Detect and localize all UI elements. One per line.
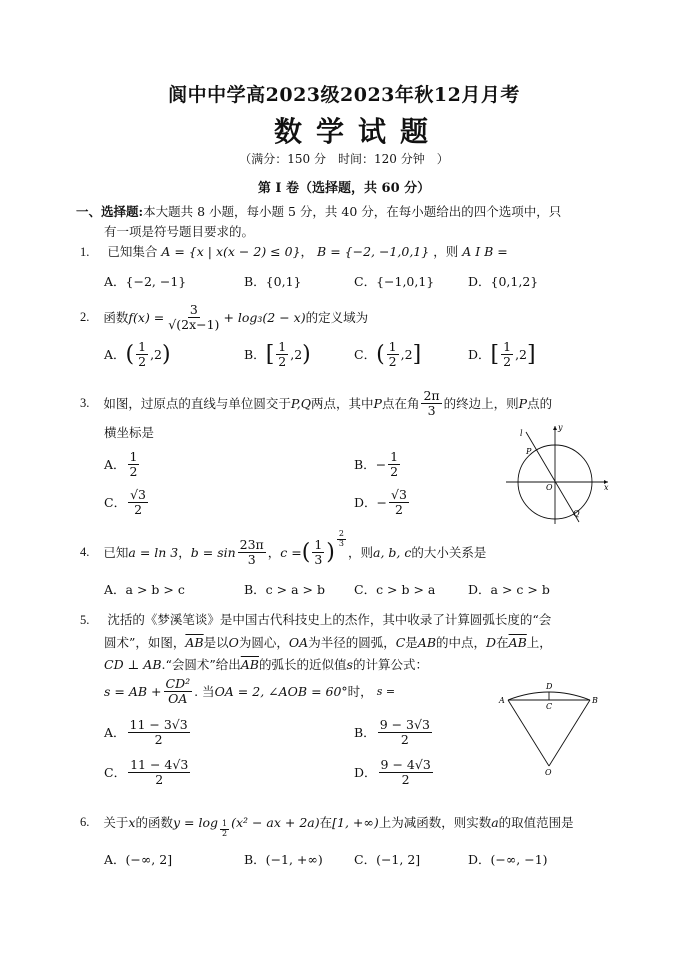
label-C: C [546, 702, 553, 711]
q3-d-num: √3 [391, 487, 407, 502]
q5-perp: CD ⊥ AB [104, 657, 162, 672]
q5-formula-c: 时， [347, 684, 373, 700]
q5-c: C [395, 635, 406, 650]
q3-option-a[interactable] [104, 450, 141, 479]
q3-option-d-label: D． [354, 495, 377, 511]
q5-c-den: 2 [155, 771, 164, 787]
q3-b-sign: − [375, 456, 387, 472]
radius-OA [508, 700, 549, 766]
q2-option-d-label: D． [468, 347, 491, 363]
q3-p2: P [518, 395, 528, 411]
q5-line2e: 是 [405, 635, 418, 650]
q3-option-a-label: A． [104, 457, 126, 473]
q6-option-c[interactable]: C．(−1, 2] [354, 852, 421, 867]
q2-a-tail: ,2 [150, 346, 163, 362]
q6-interval: [1, +∞) [332, 814, 379, 830]
q3-b-num: 1 [390, 449, 399, 464]
q5-option-c[interactable] [104, 758, 192, 787]
q5-line2b: 是以 [203, 635, 229, 650]
q6-option-a[interactable]: A．(−∞, 2] [104, 852, 173, 867]
exam-subtitle: 数学试题 [273, 115, 442, 148]
q2-number: 2. [80, 309, 90, 324]
q5-option-c-label: C． [104, 765, 127, 781]
q6-text-b: 的函数 [135, 815, 173, 831]
q2-text-a: 函数 [103, 310, 129, 326]
q1-text-a: 已知集合 [107, 244, 158, 259]
q2-option-c[interactable]: C． ( $\frac{1}{2}$ ,2 ] [354, 339, 422, 369]
q4-text-c: 的大小关系是 [411, 545, 487, 561]
q5-arc2: $\overline{AB}$ [508, 635, 527, 650]
q6-text-e: 的取值范围是 [498, 815, 574, 831]
q3-a-den: 2 [129, 463, 138, 479]
q1-stem: 1. 已知集合 A = {x | x(x − 2) ≤ 0}， B = {−2, −1,0,1} ，则 A I B = [80, 244, 508, 259]
q5-option-b[interactable] [354, 718, 434, 747]
section-instruction-line2: 有一项是符号题目要求的。 [104, 224, 255, 239]
q3-d-sign: − [376, 494, 388, 510]
q1-set-a: A = {x | x(x − 2) ≤ 0} [161, 244, 301, 259]
q4-option-a[interactable]: A．a > b > c [104, 582, 185, 597]
q4-c-exp-den: 3 [338, 538, 344, 548]
q6-text-c: 在 [319, 815, 333, 831]
q5-b-den: 2 [400, 731, 409, 747]
q3-unit-circle-figure [500, 420, 615, 528]
q5-s: s [346, 657, 353, 672]
q5-line2c: 为圆心， [238, 635, 289, 650]
y-axis-arrow [553, 426, 557, 430]
q1-option-b[interactable]: B．{0,1} [244, 274, 302, 289]
q6-text-d: 上为减函数，则实数 [378, 815, 492, 831]
q3-line2: 横坐标是 [104, 425, 155, 440]
label-D: D [546, 682, 553, 691]
label-O: O [546, 483, 553, 492]
q5-d-den: 2 [401, 771, 410, 787]
q5-option-d-label: D． [354, 765, 377, 781]
q5-formula-a: s = AB + [104, 683, 162, 699]
q4-option-d[interactable]: D．a > c > b [468, 582, 550, 597]
q3-b-den: 2 [390, 463, 399, 479]
q5-arc: $\overline{AB}$ [185, 635, 204, 650]
section-instruction [76, 202, 561, 220]
q5-d-num: 9 − 4√3 [380, 757, 431, 772]
q6-option-b[interactable]: B．(−1, +∞) [244, 852, 323, 867]
q4-b-num: 23π [239, 537, 264, 552]
q3-d-den: 2 [395, 501, 403, 517]
q5-line2-text: 圆术”，如图， [104, 635, 186, 650]
q5-number: 5. [80, 613, 90, 627]
q2-fx: f(x) = [128, 309, 165, 325]
q5-formula-b: . 当 [194, 684, 215, 700]
q4-c-pre: c = [280, 544, 302, 560]
q1-set-b: B = {−2, −1,0,1} [317, 244, 430, 259]
label-y: y [558, 423, 563, 432]
q5-b-num: 9 − 3√3 [379, 717, 430, 732]
q2-a-num: 1 [138, 339, 147, 354]
label-P: P [526, 447, 532, 456]
q5-cond: OA = 2, ∠AOB = 60° [214, 683, 348, 699]
exam-meta: （满分：150 分 时间：120 分钟 ） [239, 152, 449, 166]
q3-line1c: 点在角 [381, 396, 420, 412]
q2-option-a[interactable]: A． ( $\frac{1}{2}$ ,2 ) [104, 339, 171, 369]
label-x: x [604, 483, 609, 492]
q3-line1e: 点的 [527, 396, 553, 412]
q5-c-num: 11 − 4√3 [130, 757, 189, 772]
q5-formula-d: s = [376, 684, 396, 698]
q3-option-c[interactable] [104, 488, 150, 517]
q3-number: 3. [80, 395, 90, 410]
q1-text-b: ，则 [433, 244, 459, 259]
q2-option-a-label: A． [104, 347, 126, 363]
q2-option-b-label: B． [244, 347, 266, 363]
q3-angle-num: 2π [423, 388, 440, 403]
q3-p: P [373, 395, 382, 411]
label-l: l [520, 429, 523, 438]
label-O: O [545, 768, 552, 776]
q5-arc3: $\overline{AB}$ [240, 657, 259, 672]
q3-line1b: 两点，其中 [311, 396, 374, 412]
q2-b-tail: ,2 [290, 346, 303, 362]
q6-a: a [491, 814, 499, 830]
section-lead: 一、选择题: [76, 204, 144, 219]
q3-c-num: √3 [130, 487, 146, 502]
q4-stem: 4. 已知 a = ln 3 ， b = sin $\frac{23\pi}{3}$ ， c = ( $\frac{1}{3}$ ) $\frac{2}{3}$ ，则 a, b, c 的大小关系是 [80, 529, 487, 567]
q5-line2h: 上， [526, 635, 552, 650]
q5-oa: OA [288, 635, 309, 650]
q3-a-num: 1 [129, 449, 138, 464]
q5-line3b: .“会圆术”给出 [161, 657, 241, 672]
q5-d: D [486, 635, 497, 650]
q4-b-pre: b = sin [190, 544, 236, 560]
label-Q: Q [573, 509, 580, 518]
q2-frac-num: 3 [189, 302, 198, 317]
part-heading: 第 I 卷（选择题，共 60 分） [257, 181, 431, 196]
q4-c-num: 1 [314, 537, 323, 552]
q6-number: 6. [80, 814, 90, 829]
q5-formula [104, 677, 395, 706]
q3-c-den: 2 [134, 501, 143, 517]
q5-option-b-label: B． [354, 725, 376, 741]
q2-option-b[interactable]: B． [ $\frac{1}{2}$ ,2 ) [244, 339, 311, 369]
q2-d-den: 2 [503, 353, 512, 369]
q5-line2f: 的中点， [436, 635, 487, 650]
q2-b-num: 1 [278, 339, 287, 354]
q4-a: a = ln 3 [128, 544, 179, 560]
q3-option-c-label: C． [104, 495, 127, 511]
q2-b-den: 2 [278, 353, 287, 369]
q5-line3c: 的弧长的近似值 [259, 657, 347, 672]
q5-line3d: 的计算公式： [352, 657, 428, 672]
q4-vars: a, b, c [373, 544, 412, 560]
q1-option-d[interactable]: D．{0,1,2} [468, 274, 539, 289]
label-A: A [499, 696, 505, 705]
q4-b-den: 3 [247, 551, 256, 567]
q5-a-den: 2 [154, 731, 163, 747]
q5-line1 [80, 610, 551, 628]
q5-ab: AB [417, 635, 437, 650]
q3-option-d[interactable] [354, 488, 411, 517]
q5-line3 [104, 655, 428, 673]
q3-option-b-label: B． [354, 457, 376, 473]
q3-line1a: 如图，过原点的直线与单位圆交于 [103, 396, 291, 412]
q2-stem [80, 303, 368, 332]
q5-option-a[interactable] [104, 718, 192, 747]
label-B: B [592, 696, 598, 705]
q2-d-num: 1 [503, 339, 512, 354]
q5-formula-den: OA [168, 690, 188, 706]
q2-tail: + log₃(2 − x) [223, 309, 306, 325]
q6-text-a: 关于 [103, 815, 129, 831]
q2-option-d[interactable]: D． [ $\frac{1}{2}$ ,2 ] [468, 339, 536, 369]
q2-c-num: 1 [388, 339, 397, 354]
q6-x: x [128, 814, 136, 830]
q3-pq: P,Q [290, 395, 311, 411]
q6-option-d[interactable]: D．(−∞, −1) [468, 852, 548, 867]
q4-option-c[interactable]: C．c > b > a [354, 582, 436, 597]
q6-base-den: 2 [221, 828, 228, 838]
q6-base-num: 1 [221, 819, 228, 828]
q5-option-d[interactable] [354, 758, 435, 787]
q2-c-tail: ,2 [400, 346, 413, 362]
q2-c-den: 2 [388, 353, 397, 369]
q1-expr: A I B = [462, 244, 508, 259]
radius-OB [549, 700, 590, 766]
q4-text-b: ，则 [347, 545, 373, 561]
exam-title: 阆中中学高2023级2023年秋12月月考 [168, 84, 520, 106]
q5-line1-text: 沈括的《梦溪笔谈》是中国古代科技史上的杰作，其中收录了计算圆弧长度的“会 [107, 612, 552, 627]
q6-fn: y = log [172, 814, 218, 830]
q4-c-den: 3 [314, 551, 323, 567]
q5-line2g: 在 [496, 635, 509, 650]
q2-a-den: 2 [138, 353, 147, 369]
q4-option-b[interactable]: B．c > a > b [244, 582, 325, 597]
q1-option-c[interactable]: C．{−1,0,1} [354, 274, 435, 289]
q1-number: 1. [80, 245, 90, 259]
q3-line1d: 的终边上，则 [443, 396, 519, 412]
q6-arg: (x² − ax + 2a) [231, 814, 320, 830]
q6-stem [80, 806, 574, 839]
q4-c-exp-num: 2 [338, 529, 344, 538]
q2-frac-den: √(2x−1) [168, 316, 220, 332]
q5-formula-num: CD² [165, 676, 191, 691]
q5-sector-figure [496, 676, 606, 776]
q2-d-tail: ,2 [515, 346, 528, 362]
q5-o: O [228, 635, 239, 650]
q5-a-num: 11 − 3√3 [129, 717, 188, 732]
q3-stem [80, 389, 552, 418]
q3-option-b[interactable] [354, 450, 402, 479]
q5-option-a-label: A． [104, 725, 126, 741]
q3-angle-den: 3 [427, 402, 436, 418]
q5-line2d: 为半径的圆弧， [308, 635, 396, 650]
q1-option-a[interactable]: A．{−2, −1} [104, 274, 187, 289]
section-line1: 本大题共 8 小题，每小题 5 分，共 40 分，在每小题给出的四个选项中，只 [143, 204, 562, 219]
q4-text-a: 已知 [103, 545, 129, 561]
q2-option-c-label: C． [354, 347, 377, 363]
q2-text-b: 的定义域为 [305, 310, 369, 326]
q4-number: 4. [80, 544, 90, 559]
q5-line2 [104, 633, 552, 651]
